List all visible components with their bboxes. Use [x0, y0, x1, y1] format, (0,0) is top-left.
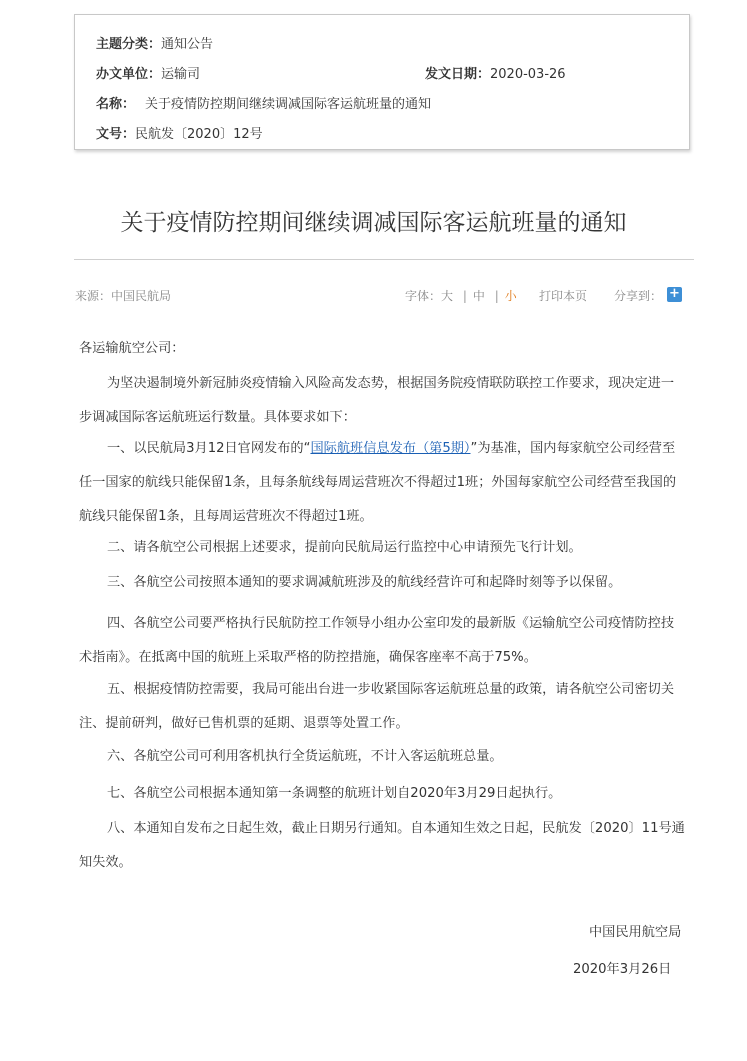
- font-large-button[interactable]: 大: [441, 289, 454, 303]
- font-small-button[interactable]: 小: [504, 289, 517, 303]
- font-size-controls: [405, 287, 517, 304]
- font-size-label: 字体：: [405, 289, 442, 303]
- source-label: 来源：中国民航局: [75, 289, 172, 303]
- item-4-paragraph: 四、各航空公司要严格执行民航防控工作领导小组办公室印发的最新版《运输航空公司疫情防控技术指南》。在抵离中国的航班上采取严格的防控措施，确保客座率不高于75%。: [79, 616, 675, 665]
- item-8-paragraph: 八、本通知自发布之日起生效，截止日期另行通知。自本通知生效之日起，民航发〔2020〕11号通知失效。: [79, 821, 685, 870]
- item-7-paragraph: 七、各航空公司根据本通知第一条调整的航班计划自2020年3月29日起执行。: [107, 786, 562, 801]
- font-medium-button[interactable]: 中: [472, 289, 485, 303]
- salutation: 各运输航空公司：: [79, 341, 185, 356]
- meta-office: 办文单位：运输司: [96, 67, 201, 82]
- intl-flight-info-link[interactable]: 国际航班信息发布（第5期）: [310, 441, 471, 456]
- separator: |: [494, 289, 499, 303]
- item-6-paragraph: 六、各航空公司可利用客机执行全货运航班，不计入客运航班总量。: [107, 749, 503, 764]
- item-5-paragraph: 五、根据疫情防控需要，我局可能出台进一步收紧国际客运航班总量的政策，请各航空公司密切关注、提前研判，做好已售机票的延期、退票等处置工作。: [79, 682, 675, 731]
- document-meta-box: [74, 14, 690, 150]
- page-title: 关于疫情防控期间继续调减国际客运航班量的通知: [120, 210, 627, 236]
- item-2-paragraph: 二、请各航空公司根据上述要求，提前向民航局运行监控中心申请预先飞行计划。: [107, 540, 582, 555]
- title-divider: [74, 259, 694, 260]
- meta-date: 发文日期：2020-03-26: [425, 67, 566, 82]
- meta-name: 名称： 关于疫情防控期间继续调减国际客运航班量的通知: [96, 97, 432, 112]
- share-plus-icon[interactable]: +: [667, 287, 682, 302]
- separator: |: [462, 289, 467, 303]
- item-3-paragraph: 三、各航空公司按照本通知的要求调减航班涉及的航线经营许可和起降时刻等予以保留。: [107, 575, 622, 590]
- item-1-paragraph: 一、以民航局3月12日官网发布的“国际航班信息发布（第5期）”为基准，国内每家航空公司经营至任一国家的航线只能保留1条，且每条航线每周运营班次不得超过1班；外国每家航空公司经营至我国的航线只能保留1条，且每周运营班次不得超过1班。: [79, 441, 677, 524]
- share-label: 分享到：: [614, 289, 663, 303]
- meta-doc-number: 文号：民航发〔2020〕12号: [96, 127, 263, 142]
- meta-category: 主题分类：通知公告: [96, 37, 214, 52]
- print-page-link[interactable]: 打印本页: [539, 289, 588, 303]
- signature-org: 中国民用航空局: [589, 925, 682, 940]
- intro-paragraph: 为坚决遏制境外新冠肺炎疫情输入风险高发态势，根据国务院疫情联防联控工作要求，现决定进一步调减国际客运航班运行数量。具体要求如下：: [79, 376, 675, 425]
- signature-date: 2020年3月26日: [573, 962, 672, 977]
